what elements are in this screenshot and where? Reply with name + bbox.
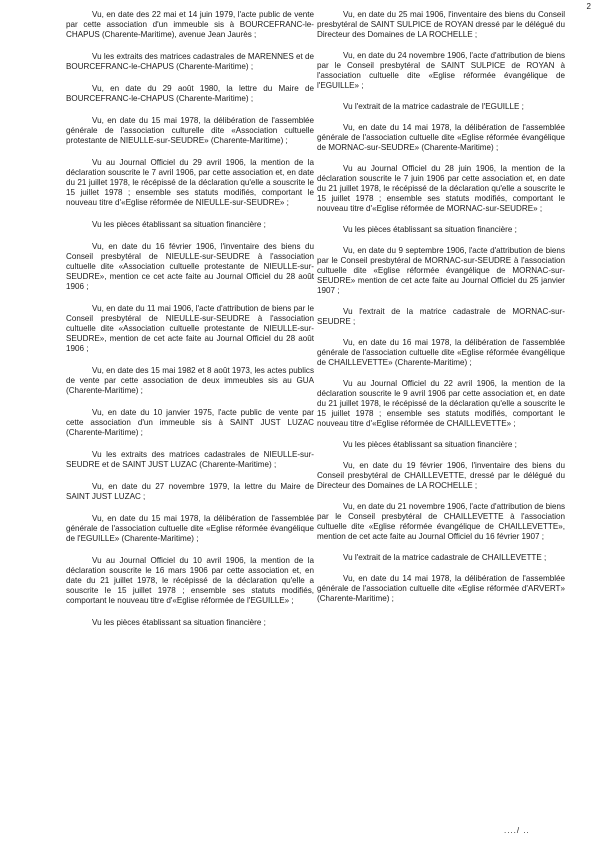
- paragraph: Vu, en date du 14 mai 1978, la délibération de l'assemblée générale de l'association cultuelle dite «Eglise réformée d'ARVERT» (Charente-Maritime) ;: [317, 574, 565, 603]
- paragraph: Vu, en date du 16 mai 1978, la délibération de l'assemblée générale de l'association cultuelle dite «Eglise réformée évangélique de CHAILLEVETTE» (Charente-Maritime) ;: [317, 338, 565, 367]
- paragraph: Vu, en date du 15 mai 1978, la délibération de l'assemblée générale de l'association cultuelle dite «Eglise réformée évangélique de l'EGUILLE» (Charente-Maritime) ;: [66, 514, 314, 543]
- paragraph: Vu, en date du 27 novembre 1979, la lettre du Maire de SAINT JUST LUZAC ;: [66, 482, 314, 501]
- paragraph: Vu, en date du 14 mai 1978, la délibération de l'assemblée générale de l'association cultuelle dite «Eglise réformée évangélique de MORNAC-sur-SEUDRE» (Charente-Maritime) ;: [317, 123, 565, 152]
- paragraph: Vu, en date du 24 novembre 1906, l'acte d'attribution de biens par le Conseil presbytéral de SAINT SULPICE de ROYAN à l'association cultuelle dite «Eglise réformée évangélique de l'EGUILLE» ;: [317, 51, 565, 90]
- paragraph: Vu, en date du 16 février 1906, l'inventaire des biens du Conseil presbytéral de NIEULLE-sur-SEUDRE à l'association cultuelle dite «Association cultuelle protestante de NIEULLE-sur-SEUDRE», mention ce cet acte faite au Journal Officiel du 28 août 1906 ;: [66, 242, 314, 291]
- paragraph: Vu, en date du 25 mai 1906, l'inventaire des biens du Conseil presbytéral de SAINT SULPICE de ROYAN dressé par le délégué du Directeur des Domaines de LA ROCHELLE ;: [317, 10, 565, 39]
- paragraph: Vu les extraits des matrices cadastrales de MARENNES et de BOURCEFRANC-le-CHAPUS (Charente-Maritime) ;: [66, 52, 314, 71]
- paragraph: Vu au Journal Officiel du 28 juin 1906, la mention de la déclaration souscrite le 7 juin 1906 par cette association et, en date du 21 juillet 1978, le récépissé de la déclaration qu'elle a souscrite le 15 juillet 1978 ; ensemble ses statuts modifiés, comportant le nouveau titre d'«Eglise réformée de MORNAC-sur-SEUDRE» ;: [317, 164, 565, 213]
- continuation-mark: ..../ ..: [504, 826, 530, 835]
- paragraph: Vu, en date du 19 février 1906, l'inventaire des biens du Conseil presbytéral de CHAILLEVETTE, dressé par le délégué du Directeur des Domaines de LA ROCHELLE ;: [317, 461, 565, 490]
- paragraph: Vu, en date du 11 mai 1906, l'acte d'attribution de biens par le Conseil presbytéral de NIEULLE-sur-SEUDRE à l'association cultuelle dite «Association cultuelle protestante de NIEULLE-sur-SEUDRE», mention de cet acte faite au Journal Officiel du 28 août 1906 ;: [66, 304, 314, 353]
- paragraph: Vu les pièces établissant sa situation financière ;: [92, 220, 266, 229]
- paragraph: Vu, en date du 10 janvier 1975, l'acte public de vente par cette association d'un immeuble sis à SAINT JUST LUZAC (Charente-Maritime) ;: [66, 408, 314, 437]
- paragraph: Vu au Journal Officiel du 22 avril 1906, la mention de la déclaration souscrite le 9 avril 1906 par cette association et, en date du 21 juillet 1978, le récépissé de la déclaration qu'elle a souscrite le 15 juillet 1978 ; ensemble ses statuts modifiés, comportant le nouveau titre d'«Eglise réformée de CHAILLEVETTE» ;: [317, 379, 565, 428]
- paragraph: Vu l'extrait de la matrice cadastrale de CHAILLEVETTE ;: [343, 553, 547, 562]
- paragraph: Vu les pièces établissant sa situation financière ;: [343, 225, 517, 234]
- paragraph: Vu au Journal Officiel du 10 avril 1906, la mention de la déclaration souscrite le 16 mars 1906 par cette association et, en date du 21 juillet 1978, le récépissé de la déclaration qu'elle a souscrite le 15 juillet 1978 ; ensemble ses statuts modifiés, comportant le nouveau titre d'«Eglise réformée de l'EGUILLE» ;: [66, 556, 314, 605]
- paragraph: Vu, en date des 22 mai et 14 juin 1979, l'acte public de vente par cette association d'un immeuble sis à BOURCEFRANC-le-CHAPUS (Charente-Maritime), avenue Jean Jaurès ;: [66, 10, 314, 39]
- paragraph: Vu les pièces établissant sa situation financière ;: [343, 440, 517, 449]
- paragraph: Vu les extraits des matrices cadastrales de NIEULLE-sur-SEUDRE et de SAINT JUST LUZAC (Charente-Maritime) ;: [66, 450, 314, 469]
- page-number: 2: [586, 2, 591, 11]
- left-column: [66, 10, 314, 640]
- paragraph: Vu l'extrait de la matrice cadastrale de MORNAC-sur-SEUDRE ;: [317, 307, 565, 326]
- paragraph: Vu l'extrait de la matrice cadastrale de l'EGUILLE ;: [343, 102, 524, 111]
- paragraph: Vu, en date du 9 septembre 1906, l'acte d'attribution de biens par le Conseil presbytéral de MORNAC-sur-SEUDRE à l'association cultuelle dite «Eglise réformée évangélique de MORNAC-sur-SEUDRE» mention de cet acte faite au Journal Officiel du 25 janvier 1907 ;: [317, 246, 565, 295]
- paragraph: Vu les pièces établissant sa situation financière ;: [92, 618, 266, 627]
- paragraph: Vu, en date du 15 mai 1978, la délibération de l'assemblée générale de l'association culturelle dite «Association cultuelle protestante de NIEULLE-sur-SEUDRE» (Charente-Maritime) ;: [66, 116, 314, 145]
- paragraph: Vu, en date du 29 août 1980, la lettre du Maire de BOURCEFRANC-le-CHAPUS (Charente-Maritime) ;: [66, 84, 314, 103]
- paragraph: Vu, en date des 15 mai 1982 et 8 août 1973, les actes publics de vente par cette association de deux immeubles sis au GUA (Charente-Maritime) ;: [66, 366, 314, 395]
- paragraph: Vu au Journal Officiel du 29 avril 1906, la mention de la déclaration souscrite le 7 avril 1906, par cette association et, en date du 21 juillet 1978, le récépissé de la déclaration qu'elle a souscrite le 15 juillet 1978 ; ensemble ses statuts modifiés, comportant le nouveau titre d'«Eglise réformée de NIEULLE-sur-SEUDRE» ;: [66, 158, 314, 207]
- paragraph: Vu, en date du 21 novembre 1906, l'acte d'attribution de biens par le Conseil presbytéral de CHAILLEVETTE à l'association cultuelle dite «Eglise réformée évangélique de CHAILLEVETTE», mention de cet acte faite au Journal Officiel du 16 février 1907 ;: [317, 502, 565, 541]
- right-column: [317, 10, 565, 615]
